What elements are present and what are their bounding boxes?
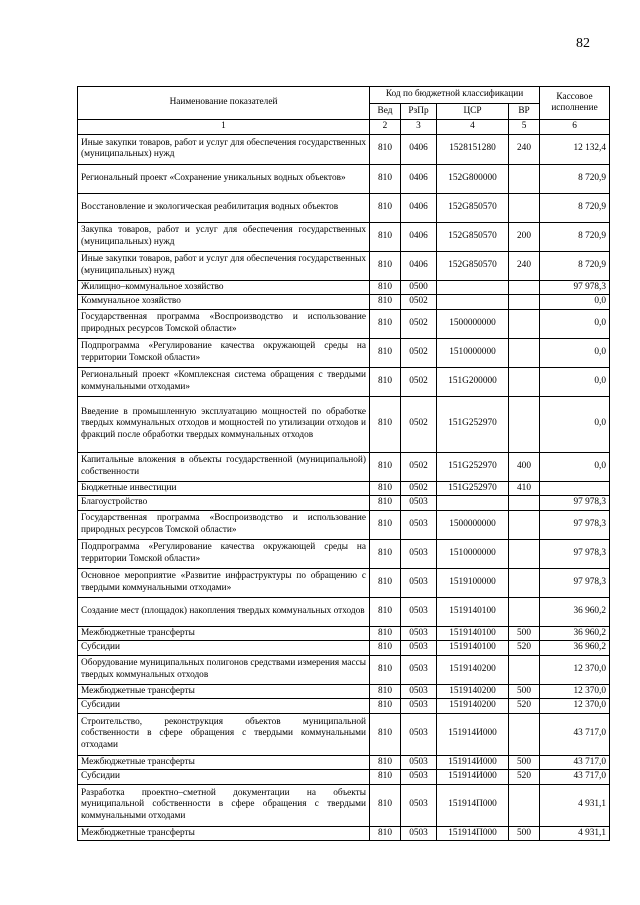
table-row — [78, 134, 610, 164]
row-name: Субсидии — [78, 770, 370, 785]
row-amount: 8 720,9 — [540, 222, 610, 251]
row-amount: 36 960,2 — [540, 597, 610, 626]
table-row — [78, 784, 610, 826]
row-csr: 1510000000 — [437, 539, 509, 568]
row-rzpr: 0503 — [401, 539, 437, 568]
row-ved: 810 — [370, 641, 401, 656]
row-name: Закупка товаров, работ и услуг для обеспечения государственных (муниципальных) нужд — [78, 222, 370, 251]
row-rzpr: 0503 — [401, 641, 437, 656]
row-rzpr: 0502 — [401, 452, 437, 481]
header-ved: Вед — [370, 104, 401, 120]
row-csr: 1519140200 — [437, 655, 509, 684]
row-amount: 97 978,3 — [540, 510, 610, 539]
row-vr — [509, 396, 540, 452]
row-name: Иные закупки товаров, работ и услуг для обеспечения государственных (муниципальных) нужд — [78, 134, 370, 164]
row-amount: 12 370,0 — [540, 699, 610, 714]
row-ved: 810 — [370, 309, 401, 338]
row-amount: 43 717,0 — [540, 713, 610, 755]
row-ved: 810 — [370, 568, 401, 597]
header-code-group: Код по бюджетной классификации — [370, 87, 540, 104]
row-csr: 152G850570 — [437, 222, 509, 251]
header-cash: Кассовое исполнение — [540, 87, 610, 120]
row-name: Создание мест (площадок) накопления твердых коммунальных отходов — [78, 597, 370, 626]
row-amount: 43 717,0 — [540, 770, 610, 785]
row-amount: 0,0 — [540, 396, 610, 452]
row-csr: 151914П000 — [437, 826, 509, 841]
row-name: Межбюджетные трансферты — [78, 755, 370, 770]
row-rzpr: 0502 — [401, 396, 437, 452]
row-vr — [509, 496, 540, 511]
row-name: Субсидии — [78, 641, 370, 656]
row-amount: 12 370,0 — [540, 655, 610, 684]
row-csr: 152G850570 — [437, 193, 509, 222]
table-row — [78, 655, 610, 684]
column-numbers-row — [78, 120, 610, 135]
row-rzpr: 0503 — [401, 826, 437, 841]
row-vr: 240 — [509, 251, 540, 280]
row-csr: 151G200000 — [437, 367, 509, 396]
row-amount: 8 720,9 — [540, 193, 610, 222]
row-name: Оборудование муниципальных полигонов средствами измерения массы твердых коммунальных отходов — [78, 655, 370, 684]
row-csr: 1519140200 — [437, 699, 509, 714]
header-name: Наименование показателей — [78, 87, 370, 120]
row-ved: 810 — [370, 222, 401, 251]
row-name: Субсидии — [78, 699, 370, 714]
row-rzpr: 0406 — [401, 164, 437, 193]
table-row — [78, 770, 610, 785]
row-csr: 152G800000 — [437, 164, 509, 193]
row-csr: 1519140100 — [437, 626, 509, 641]
row-csr — [437, 295, 509, 310]
row-vr — [509, 193, 540, 222]
row-name: Коммунальное хозяйство — [78, 295, 370, 310]
row-name: Региональный проект «Сохранение уникальных водных объектов» — [78, 164, 370, 193]
row-amount: 0,0 — [540, 338, 610, 367]
row-csr: 1519140100 — [437, 597, 509, 626]
row-ved: 810 — [370, 699, 401, 714]
table-row — [78, 826, 610, 841]
row-ved: 810 — [370, 826, 401, 841]
row-vr — [509, 309, 540, 338]
table-row — [78, 684, 610, 699]
row-vr — [509, 597, 540, 626]
header-rzpr: РзПр — [401, 104, 437, 120]
row-csr: 1528151280 — [437, 134, 509, 164]
row-csr — [437, 496, 509, 511]
row-name: Подпрограмма «Регулирование качества окружающей среды на территории Томской области» — [78, 338, 370, 367]
row-name: Жилищно–коммунальное хозяйство — [78, 280, 370, 295]
row-rzpr: 0503 — [401, 713, 437, 755]
column-number: 4 — [437, 120, 509, 135]
row-ved: 810 — [370, 510, 401, 539]
table-row — [78, 755, 610, 770]
table-row — [78, 338, 610, 367]
header-vr: ВР — [509, 104, 540, 120]
row-ved: 810 — [370, 770, 401, 785]
row-name: Основное мероприятие «Развитие инфраструктуры по обращению с твердыми коммунальными отходами» — [78, 568, 370, 597]
row-vr: 520 — [509, 770, 540, 785]
column-number: 3 — [401, 120, 437, 135]
row-name: Межбюджетные трансферты — [78, 626, 370, 641]
row-ved: 810 — [370, 251, 401, 280]
row-rzpr: 0406 — [401, 222, 437, 251]
row-amount: 0,0 — [540, 367, 610, 396]
row-ved: 810 — [370, 338, 401, 367]
table-row — [78, 597, 610, 626]
table-row — [78, 713, 610, 755]
table-row — [78, 295, 610, 310]
row-vr — [509, 713, 540, 755]
row-ved: 810 — [370, 295, 401, 310]
row-ved: 810 — [370, 496, 401, 511]
row-ved: 810 — [370, 367, 401, 396]
row-csr: 151914И000 — [437, 770, 509, 785]
row-rzpr: 0406 — [401, 193, 437, 222]
table-row — [78, 280, 610, 295]
row-name: Бюджетные инвестиции — [78, 481, 370, 496]
column-number: 2 — [370, 120, 401, 135]
row-vr — [509, 510, 540, 539]
row-vr: 200 — [509, 222, 540, 251]
row-csr: 151G252970 — [437, 481, 509, 496]
row-vr: 500 — [509, 684, 540, 699]
row-name: Благоустройство — [78, 496, 370, 511]
table-row — [78, 309, 610, 338]
row-rzpr: 0503 — [401, 684, 437, 699]
row-csr: 1500000000 — [437, 309, 509, 338]
row-vr — [509, 784, 540, 826]
row-name: Иные закупки товаров, работ и услуг для обеспечения государственных (муниципальных) нужд — [78, 251, 370, 280]
row-rzpr: 0502 — [401, 338, 437, 367]
row-ved: 810 — [370, 481, 401, 496]
row-vr — [509, 280, 540, 295]
table-row — [78, 568, 610, 597]
table-row — [78, 251, 610, 280]
table-body — [78, 134, 610, 841]
row-rzpr: 0503 — [401, 626, 437, 641]
row-csr: 151G252970 — [437, 452, 509, 481]
row-csr: 151G252970 — [437, 396, 509, 452]
row-ved: 810 — [370, 539, 401, 568]
row-amount: 8 720,9 — [540, 251, 610, 280]
row-vr: 400 — [509, 452, 540, 481]
column-number: 5 — [509, 120, 540, 135]
table-row — [78, 481, 610, 496]
row-rzpr: 0503 — [401, 699, 437, 714]
row-amount: 12 370,0 — [540, 684, 610, 699]
row-ved: 810 — [370, 597, 401, 626]
row-rzpr: 0503 — [401, 755, 437, 770]
row-amount: 36 960,2 — [540, 626, 610, 641]
row-amount: 0,0 — [540, 295, 610, 310]
row-ved: 810 — [370, 452, 401, 481]
table-header — [78, 87, 610, 135]
row-vr — [509, 367, 540, 396]
row-ved: 810 — [370, 784, 401, 826]
row-name: Межбюджетные трансферты — [78, 826, 370, 841]
row-vr — [509, 338, 540, 367]
row-amount: 97 978,3 — [540, 496, 610, 511]
row-ved: 810 — [370, 134, 401, 164]
table-row — [78, 193, 610, 222]
row-name: Региональный проект «Комплексная система обращения с твердыми коммунальными отходами» — [78, 367, 370, 396]
row-csr: 1519100000 — [437, 568, 509, 597]
row-rzpr: 0406 — [401, 251, 437, 280]
row-ved: 810 — [370, 626, 401, 641]
row-csr: 151914П000 — [437, 784, 509, 826]
row-amount: 4 931,1 — [540, 826, 610, 841]
row-name: Капитальные вложения в объекты государственной (муниципальной) собственности — [78, 452, 370, 481]
row-csr: 151914И000 — [437, 713, 509, 755]
row-amount: 36 960,2 — [540, 641, 610, 656]
row-vr: 500 — [509, 626, 540, 641]
row-ved: 810 — [370, 164, 401, 193]
table-row — [78, 396, 610, 452]
row-vr: 500 — [509, 755, 540, 770]
row-amount: 12 132,4 — [540, 134, 610, 164]
row-rzpr: 0503 — [401, 597, 437, 626]
row-amount: 0,0 — [540, 452, 610, 481]
row-vr: 520 — [509, 641, 540, 656]
budget-table — [77, 86, 610, 841]
row-ved: 810 — [370, 655, 401, 684]
row-amount: 4 931,1 — [540, 784, 610, 826]
row-vr — [509, 568, 540, 597]
row-amount: 97 978,3 — [540, 539, 610, 568]
row-name: Государственная программа «Воспроизводство и использование природных ресурсов Томской области» — [78, 309, 370, 338]
column-number: 1 — [78, 120, 370, 135]
row-csr — [437, 280, 509, 295]
row-rzpr: 0503 — [401, 496, 437, 511]
row-name: Введение в промышленную эксплуатацию мощностей по обработке твердых коммунальных отходов и мощностей по утилизации отходов и фракций после обработки твердых коммунальных отходов — [78, 396, 370, 452]
row-vr — [509, 655, 540, 684]
row-vr: 520 — [509, 699, 540, 714]
row-vr: 500 — [509, 826, 540, 841]
row-vr: 410 — [509, 481, 540, 496]
table-row — [78, 496, 610, 511]
row-csr: 1500000000 — [437, 510, 509, 539]
row-name: Восстановление и экологическая реабилитация водных объектов — [78, 193, 370, 222]
row-name: Строительство, реконструкция объектов муниципальной собственности в сфере обращения с твердыми коммунальными отходами — [78, 713, 370, 755]
row-vr — [509, 164, 540, 193]
row-vr: 240 — [509, 134, 540, 164]
row-csr: 1519140200 — [437, 684, 509, 699]
row-rzpr: 0503 — [401, 784, 437, 826]
row-rzpr: 0503 — [401, 568, 437, 597]
table-row — [78, 539, 610, 568]
row-ved: 810 — [370, 193, 401, 222]
row-rzpr: 0503 — [401, 770, 437, 785]
table-row — [78, 367, 610, 396]
table-row — [78, 699, 610, 714]
table-row — [78, 452, 610, 481]
header-csr: ЦСР — [437, 104, 509, 120]
column-number: 6 — [540, 120, 610, 135]
table-row — [78, 222, 610, 251]
row-name: Подпрограмма «Регулирование качества окружающей среды на территории Томской области» — [78, 539, 370, 568]
row-rzpr: 0502 — [401, 367, 437, 396]
row-amount: 97 978,3 — [540, 280, 610, 295]
table-row — [78, 164, 610, 193]
row-amount: 43 717,0 — [540, 755, 610, 770]
row-amount: 8 720,9 — [540, 164, 610, 193]
row-ved: 810 — [370, 684, 401, 699]
row-csr: 152G850570 — [437, 251, 509, 280]
row-name: Государственная программа «Воспроизводство и использование природных ресурсов Томской области» — [78, 510, 370, 539]
row-ved: 810 — [370, 280, 401, 295]
row-name: Межбюджетные трансферты — [78, 684, 370, 699]
row-rzpr: 0503 — [401, 510, 437, 539]
row-ved: 810 — [370, 396, 401, 452]
row-amount: 0,0 — [540, 309, 610, 338]
table-row — [78, 626, 610, 641]
row-vr — [509, 539, 540, 568]
row-csr: 1510000000 — [437, 338, 509, 367]
page-number: 82 — [576, 36, 590, 51]
row-amount — [540, 481, 610, 496]
row-rzpr: 0503 — [401, 655, 437, 684]
row-rzpr: 0502 — [401, 309, 437, 338]
row-amount: 97 978,3 — [540, 568, 610, 597]
table-row — [78, 510, 610, 539]
row-rzpr: 0502 — [401, 295, 437, 310]
row-name: Разработка проектно–сметной документации на объекты муниципальной собственности в сфере обращения с твердыми коммунальными отходами — [78, 784, 370, 826]
row-ved: 810 — [370, 755, 401, 770]
row-csr: 151914И000 — [437, 755, 509, 770]
table-row — [78, 641, 610, 656]
row-rzpr: 0500 — [401, 280, 437, 295]
row-rzpr: 0502 — [401, 481, 437, 496]
row-vr — [509, 295, 540, 310]
row-csr: 1519140100 — [437, 641, 509, 656]
row-ved: 810 — [370, 713, 401, 755]
row-rzpr: 0406 — [401, 134, 437, 164]
